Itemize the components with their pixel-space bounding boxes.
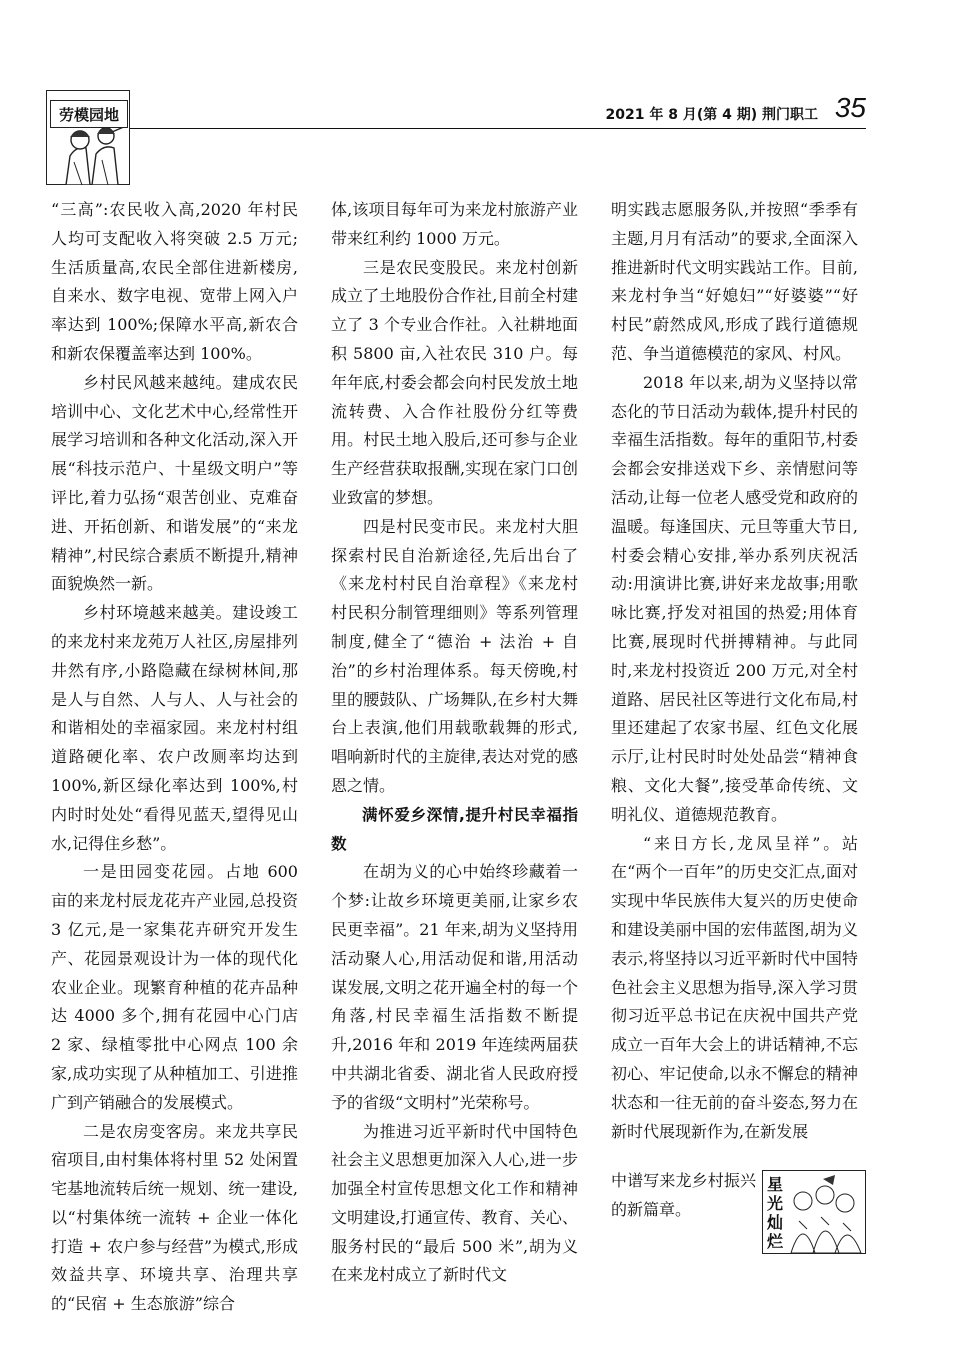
paragraph: 乡村民风越来越纯。建成农民培训中心、文化艺术中心,经常性开展学习培训和各种文化活动,深入开展“科技示范户、十星级文明户”等评比,着力弘扬“艰苦创业、克难奋进、开拓创新、和谐发展”的“来龙精神”,村民综合素质不断提升,精神面貌焕然一新。	[51, 372, 298, 594]
paragraph: 四是村民变市民。来龙村大胆探索村民自治新途径,先后出台了《来龙村村民自治章程》《来龙村村民积分制管理细则》等系列管理制度,健全了“德治 + 法治 + 自治”的乡村治理体系。每天傍晚,村里的腰鼓队、广场舞队,在乡村大舞台上表演,他们用载歌载舞的形式,唱响新时代的主旋律,表达对党的感恩之情。	[331, 516, 578, 795]
section-heading: 满怀爱乡深情,提升村民幸福指数	[331, 805, 578, 853]
paragraph: 中谱写来龙乡村振兴的新篇章。	[611, 1171, 756, 1219]
section-emblem	[762, 1170, 866, 1254]
column-2	[331, 196, 578, 1290]
paragraph: 三是农民变股民。来龙村创新成立了土地股份合作社,目前全村建立了 3 个专业合作社。入社耕地面积 5800 亩,入社农民 310 户。每年年底,村委会都会向村民发放土地流转费、入合作社股份分红等费用。村民土地入股后,还可参与企业生产经营获取报酬,实现在家门口创业致富的梦想。	[331, 257, 578, 507]
paragraph: 一是田园变花园。占地 600 亩的来龙村辰龙花卉产业园,总投资 3 亿元,是一家集花卉研究开发生产、花园景观设计为一体的现代化农业企业。现繁育种植的花卉品种达 4000 多个,拥有花园中心门店 2 家、绿植零批中心网点 100 余家,成功实现了从种植加工、引进推广到产销融合的发展模式。	[51, 862, 298, 1112]
paragraph: “三高”:农民收入高,2020 年村民人均可支配收入将突破 2.5 万元;生活质量高,农民全部住进新楼房,自来水、数字电视、宽带上网入户率达到 100%;保障水平高,新农合和新农保覆盖率达到 100%。	[51, 200, 298, 363]
section-tag: 劳模园地	[50, 100, 128, 128]
paragraph: “来日方长,龙凤呈祥”。站在“两个一百年”的历史交汇点,面对实现中华民族伟大复兴的历史使命和建设美丽中国的宏伟蓝图,胡为义表示,将坚持以习近平新时代中国特色社会主义思想为指导,深入学习贯彻习近平总书记在庆祝中国共产党成立一百年大会上的讲话精神,不忘初心、牢记使命,以永不懈怠的精神状态和一往无前的奋斗姿态,努力在新时代展现新作为,在新发展	[611, 833, 858, 1141]
page-number: 35	[834, 92, 866, 123]
issue-info: 2021 年 8 月(第 4 期) 荆门职工	[605, 107, 818, 123]
paragraph: 在胡为义的心中始终珍藏着一个梦:让故乡环境更美丽,让家乡农民更幸福”。21 年来,胡为义坚持用活动聚人心,用活动促和谐,用活动谋发展,文明之花开遍全村的每一个角落,村民幸福生活指数不断提升,2016 年和 2019 年连续两届获中共湖北省委、湖北省人民政府授予的省级“文明村”光荣称号。	[331, 862, 578, 1112]
column-3-tail	[611, 1167, 756, 1225]
page-header	[46, 90, 866, 185]
column-3	[611, 196, 858, 1146]
paragraph: 明实践志愿服务队,并按照“季季有主题,月月有活动”的要求,全面深入推进新时代文明实践站工作。目前,来龙村争当“好媳妇”“好婆婆”“好村民”蔚然成风,形成了践行道德规范、争当道德模范的家风、村风。	[611, 200, 858, 363]
header-rule	[130, 128, 866, 129]
column-1	[51, 196, 298, 1319]
paragraph: 体,该项目每年可为来龙村旅游产业带来红利约 1000 万元。	[331, 200, 578, 248]
paragraph: 乡村环境越来越美。建设竣工的来龙村来龙苑万人社区,房屋排列井然有序,小路隐藏在绿树林间,那是人与自然、人与人、人与社会的和谐相处的幸福家园。来龙村村组道路硬化率、农户改厕率均达到 100%,新区绿化率达到 100%,村内时时处处“看得见蓝天,望得见山水,记得住乡愁”。	[51, 603, 298, 853]
paragraph: 2018 年以来,胡为义坚持以常态化的节日活动为载体,提升村民的幸福生活指数。每年的重阳节,村委会都会安排送戏下乡、亲情慰问等活动,让每一位老人感受党和政府的温暖。每逢国庆、元旦等重大节日,村委会精心安排,举办系列庆祝活动:用演讲比赛,讲好来龙故事;用歌咏比赛,抒发对祖国的热爱;用体育比赛,展现时代拼搏精神。与此同时,来龙村投资近 200 万元,对全村道路、居民社区等进行文化布局,村里还建起了农家书屋、红色文化展示厅,让村民时时处处品尝“精神食粮、文化大餐”,接受革命传统、文明礼仪、道德规范教育。	[611, 372, 858, 824]
paragraph: 二是农房变客房。来龙共享民宿项目,由村集体将村里 52 处闲置宅基地流转后统一规划、统一建设,以“村集体统一流转 + 企业一体化打造 + 农户参与经营”为模式,形成效益共享、环境共享、治理共享的“民宿 + 生态旅游”综合	[51, 1121, 298, 1314]
emblem-label: 星光灿烂	[766, 1175, 783, 1251]
paragraph: 为推进习近平新时代中国特色社会主义思想更加深入人心,进一步加强全村宣传思想文化工作和精神文明建设,打通宣传、教育、关心、服务村民的“最后 500 米”,胡为义在来龙村成立了新时代文	[331, 1121, 578, 1285]
